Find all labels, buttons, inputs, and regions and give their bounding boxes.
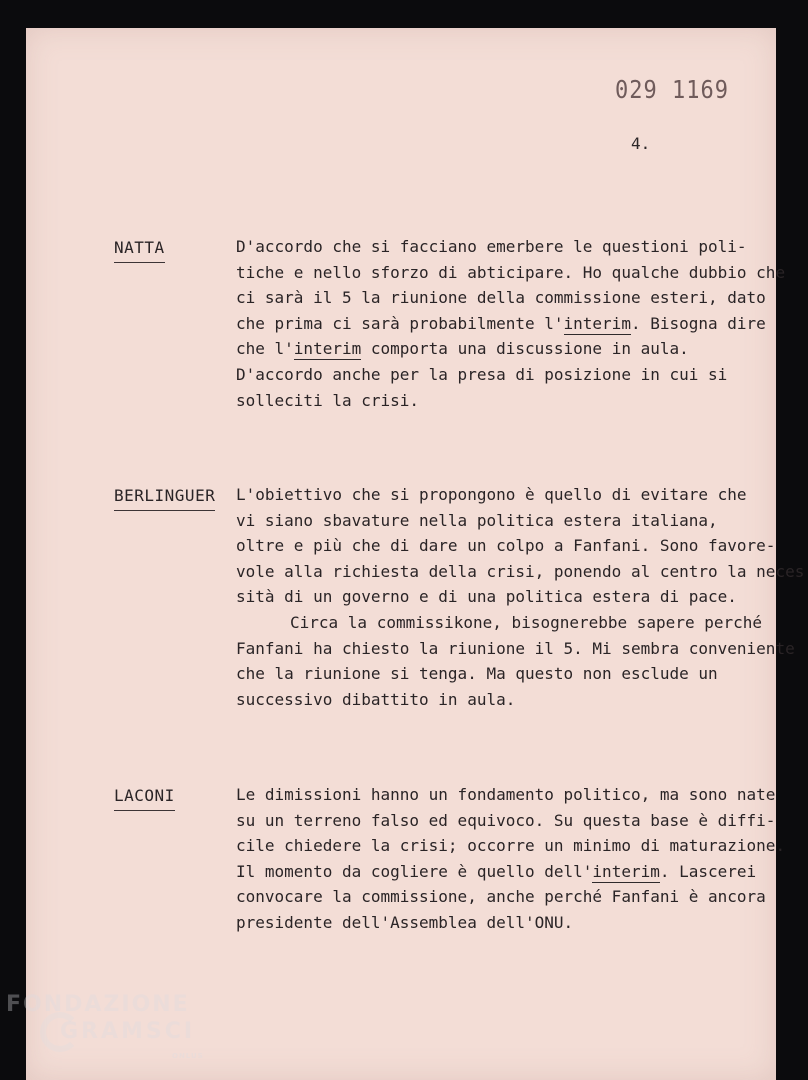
speech-line [236, 910, 776, 936]
gramsci-logo-icon [40, 1012, 80, 1052]
speech-line [236, 508, 776, 534]
speaker-laconi: LACONI [114, 786, 175, 805]
speech-line [236, 833, 786, 859]
text-segment: sità di un governo e di una politica estera di pace. [236, 587, 737, 607]
text-segment: ci sarà il 5 la riunione della commissione esteri, dato [236, 288, 766, 308]
speech-line [236, 610, 776, 636]
text-segment: che prima ci sarà probabilmente l' [236, 313, 564, 333]
underlined-term: interim [563, 313, 631, 333]
text-segment: vole alla richiesta della crisi, ponendo al centro la neces [236, 561, 805, 581]
speech-natta [236, 234, 786, 413]
text-segment: comporta una discussione in aula. [361, 339, 689, 359]
speech-line [236, 336, 776, 362]
speech-line [236, 661, 776, 687]
speech-laconi [236, 782, 786, 936]
text-segment: solleciti la crisi. [236, 390, 420, 410]
speech-line [236, 482, 776, 508]
text-segment: convocare la commissione, anche perché Fanfani è ancora [236, 887, 766, 907]
text-segment: tiche e nello sforzo di abticipare. Ho qualche dubbio che [236, 262, 786, 282]
speech-line [236, 687, 776, 713]
text-segment: successivo dibattito in aula. [236, 689, 516, 709]
watermark-line1: FONDAZIONE [6, 992, 190, 1017]
watermark-line2: GRAMSCI [60, 1019, 196, 1044]
speech-line [236, 234, 776, 260]
text-segment: oltre e più che di dare un colpo a Fanfani. Sono favore- [236, 536, 776, 556]
watermark-sub: ONLUS [172, 1052, 204, 1060]
text-segment: presidente dell'Assemblea dell'ONU. [236, 912, 574, 932]
speech-line [236, 362, 776, 388]
speech-line [236, 584, 776, 610]
text-segment: Il momento da cogliere è quello dell' [236, 861, 593, 881]
page-number: 4. [631, 134, 651, 153]
text-segment: . Lascerei [659, 861, 757, 881]
speech-line [236, 859, 776, 885]
text-segment: D'accordo che si facciano emerbere le questioni poli- [236, 237, 747, 256]
text-segment: Fanfani ha chiesto la riunione il 5. Mi sembra conveniente [236, 638, 795, 658]
foundation-watermark [6, 992, 206, 1060]
speech-line [236, 533, 776, 559]
text-segment: cile chiedere la crisi; occorre un minimo di maturazione. [236, 836, 786, 856]
text-segment: Le dimissioni hanno un fondamento politico, ma sono nate [236, 785, 776, 804]
speech-line [236, 808, 776, 834]
speech-line [236, 311, 776, 337]
text-segment: L'obiettivo che si propongono è quello di evitare che [236, 485, 747, 504]
underlined-term: interim [592, 861, 660, 881]
speech-berlinguer [236, 482, 805, 712]
text-segment: D'accordo anche per la presa di posizione in cui si [236, 364, 728, 384]
text-segment: vi siano sbavature nella politica estera italiana, [236, 510, 718, 530]
text-segment: . Bisogna dire [630, 313, 766, 333]
speech-line [236, 884, 776, 910]
speaker-natta: NATTA [114, 238, 165, 257]
speech-line [236, 636, 795, 662]
archive-number-stamp: 029 1169 [615, 76, 729, 105]
underlined-term: interim [293, 339, 362, 359]
speaker-berlinguer: BERLINGUER [114, 486, 216, 505]
speech-line [236, 388, 776, 414]
speech-line [236, 559, 805, 585]
text-segment: su un terreno falso ed equivoco. Su questa base è diffi- [236, 810, 776, 830]
text-segment: Circa la commissikone, bisognerebbe sapere perché [290, 612, 763, 632]
text-segment: che la riunione si tenga. Ma questo non esclude un [236, 664, 718, 684]
speech-line [236, 285, 776, 311]
text-segment: che l' [236, 339, 294, 359]
speech-line [236, 260, 786, 286]
speech-line [236, 782, 776, 808]
